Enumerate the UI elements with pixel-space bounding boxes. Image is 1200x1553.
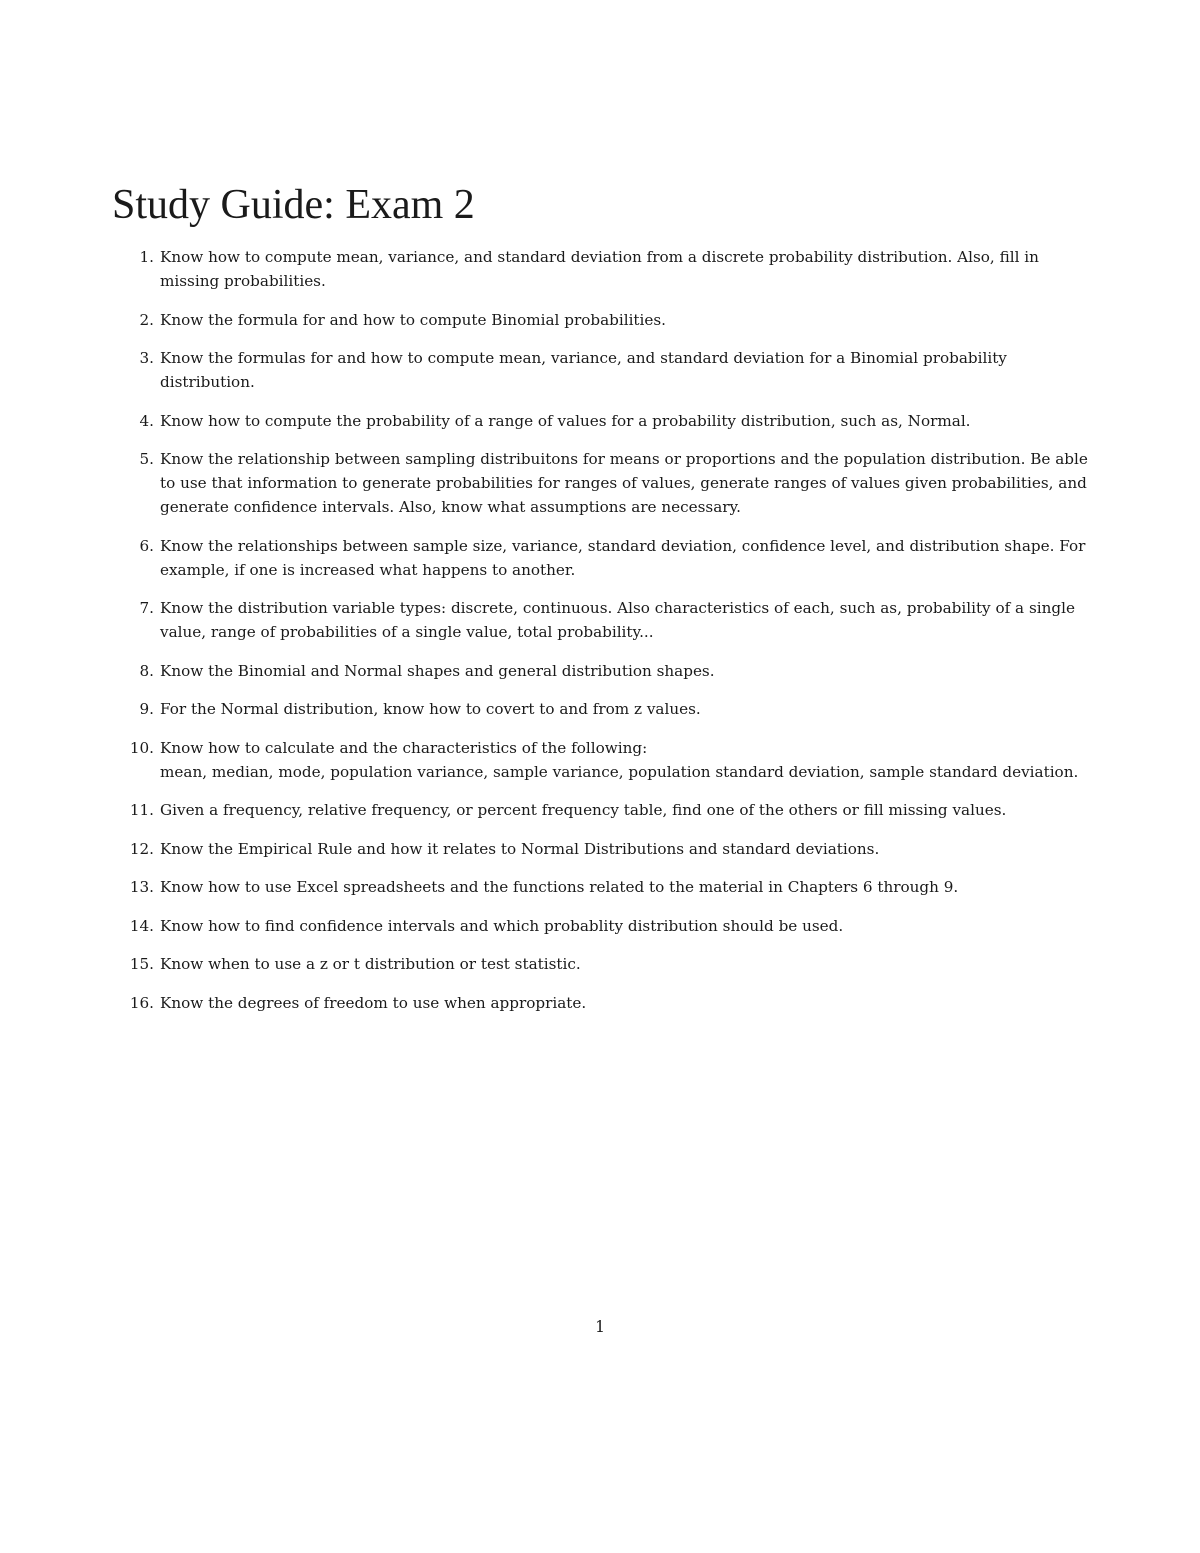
document-title: Study Guide: Exam 2: [112, 182, 475, 228]
item-number: 2.: [139, 310, 154, 329]
item-number: 8.: [139, 661, 154, 680]
list-item: [129, 914, 1090, 938]
list-item: [129, 798, 1090, 822]
item-number: 7.: [139, 599, 154, 617]
list-item: [139, 245, 1090, 293]
item-text: Know the formulas for and how to compute mean, variance, and standard deviation for a Binomial probability distribution.: [160, 349, 1007, 391]
list-item: [139, 308, 1090, 332]
item-number: 1.: [139, 248, 154, 266]
list-item: [129, 875, 1090, 899]
item-text: Know when to use a z or t distribution or test statistic.: [160, 955, 581, 973]
item-text: Know how to compute the probability of a range of values for a probability distribution, such as, Normal.: [160, 411, 971, 430]
item-text: Know the degrees of freedom to use when appropriate.: [160, 993, 587, 1012]
item-number: 10.: [129, 738, 154, 757]
list-item: [139, 534, 1090, 582]
item-number: 15.: [129, 955, 154, 973]
item-text: Know how to calculate and the characteristics of the following:: [160, 738, 648, 757]
list-item: [129, 991, 1090, 1015]
list-item: [129, 736, 1090, 784]
item-text: Know the Binomial and Normal shapes and general distribution shapes.: [160, 661, 715, 680]
item-number: 9.: [139, 700, 154, 718]
item-text: Know how to find confidence intervals and which probablity distribution should be used.: [160, 916, 844, 935]
item-text: Know how to compute mean, variance, and standard deviation from a discrete probability distribution. Also, fill in missing probabilities.: [160, 248, 1039, 290]
list-item: [139, 346, 1090, 394]
item-text: Given a frequency, relative frequency, or percent frequency table, find one of the others or fill missing values.: [160, 801, 1007, 819]
item-text: For the Normal distribution, know how to covert to and from z values.: [160, 700, 701, 718]
list-item: [129, 952, 1090, 976]
study-guide-list: [129, 245, 1090, 1029]
item-subtext: mean, median, mode, population variance, sample variance, population standard deviation, sample standard deviation.: [160, 762, 1079, 781]
item-number: 16.: [129, 993, 154, 1012]
item-text: Know the formula for and how to compute Binomial probabilities.: [160, 310, 666, 329]
list-item: [139, 697, 1090, 721]
item-text: Know the Empirical Rule and how it relates to Normal Distributions and standard deviations.: [160, 839, 880, 858]
item-number: 4.: [139, 411, 154, 430]
item-number: 13.: [129, 878, 154, 896]
list-item: [129, 837, 1090, 861]
item-number: 6.: [139, 536, 154, 555]
item-number: 5.: [139, 450, 154, 468]
item-number: 11.: [129, 801, 154, 819]
list-item: [139, 409, 1090, 433]
item-number: 12.: [129, 839, 154, 858]
page-number: 1: [595, 1318, 605, 1336]
list-item: [139, 596, 1090, 644]
list-item: [139, 659, 1090, 683]
item-text: Know the distribution variable types: discrete, continuous. Also characteristics of each, such as, probability of a single value, range of probabilities of a single value, total probability...: [160, 599, 1075, 641]
item-text: Know the relationship between sampling distribuitons for means or proportions and the population distribution. Be able to use that information to generate probabilities for ranges of values, generate ranges of values given probabilities, and generate confidence intervals. Also, know what assumptions are necessary.: [160, 450, 1088, 516]
item-number: 14.: [129, 916, 154, 935]
item-text: Know the relationships between sample size, variance, standard deviation, confidence level, and distribution shape. For example, if one is increased what happens to another.: [160, 536, 1086, 579]
list-item: [139, 447, 1090, 519]
item-text: Know how to use Excel spreadsheets and the functions related to the material in Chapters 6 through 9.: [160, 878, 959, 896]
item-number: 3.: [139, 349, 154, 367]
